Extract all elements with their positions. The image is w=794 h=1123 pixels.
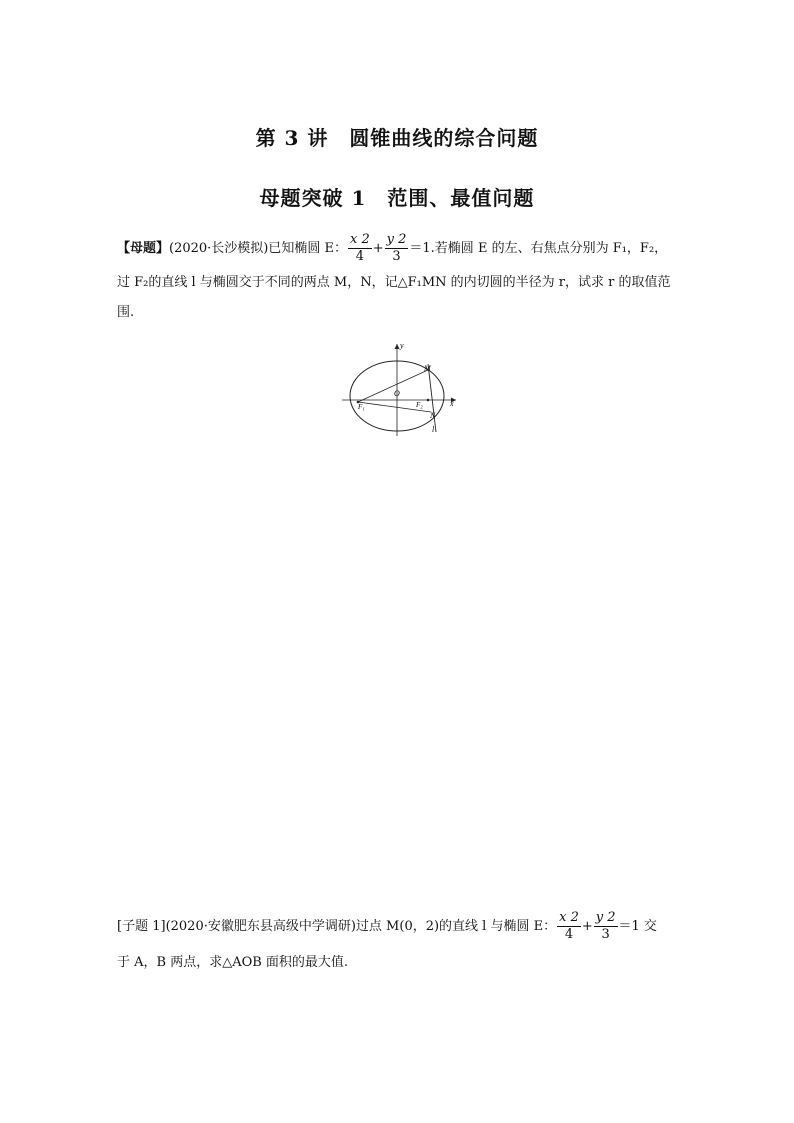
- fraction-denominator: 4: [564, 927, 574, 942]
- fraction-x2-over-4: [348, 232, 372, 265]
- mother-problem-source: (2020·长沙模拟)已知椭圆 E：: [169, 241, 347, 256]
- fraction-numerator: y 2: [595, 910, 616, 925]
- page-title: 第 3 讲 圆锥曲线的综合问题: [255, 126, 539, 150]
- label-O: O: [394, 389, 400, 398]
- mother-problem-line-3: 围.: [117, 305, 135, 320]
- fraction-y2-over-3: [385, 232, 409, 265]
- label-N: N: [430, 411, 436, 420]
- sub-problem-line-2: 于 A，B 两点，求△AOB 面积的最大值.: [117, 955, 349, 970]
- plus-sign: +: [581, 919, 593, 934]
- sub-problem-source: (2020·安徽肥东县高级中学调研)过点 M(0，2)的直线 l 与椭圆 E：: [165, 919, 557, 934]
- mother-problem-text: ＝1.若椭圆 E 的左、右焦点分别为 F₁，F₂，: [409, 241, 668, 256]
- label-x: x: [450, 399, 454, 408]
- segment-F1-M: [358, 370, 428, 402]
- plus-sign: +: [372, 241, 384, 256]
- mother-problem-line-1: [117, 232, 667, 265]
- fraction-numerator: y 2: [386, 232, 407, 247]
- mother-problem-label: 【母题】: [117, 241, 170, 256]
- focus-F2: [427, 399, 430, 402]
- label-l: l: [432, 425, 435, 434]
- fraction-denominator: 3: [392, 249, 401, 264]
- fraction-denominator: 4: [355, 249, 365, 264]
- fraction-denominator: 3: [601, 927, 610, 942]
- fraction-x2-over-4: [557, 910, 581, 943]
- label-F1: F₁: [358, 403, 365, 411]
- ellipse-figure: [340, 340, 460, 440]
- ellipse-diagram: [340, 340, 460, 440]
- sub-problem-line-1: [117, 910, 657, 943]
- section-title: 母题突破 1 范围、最值问题: [259, 186, 535, 210]
- label-M: M: [424, 364, 431, 373]
- label-y: y: [400, 341, 404, 350]
- y-axis-arrow: [395, 344, 400, 349]
- fraction-y2-over-3: [594, 910, 618, 943]
- fraction-numerator: x 2: [559, 910, 579, 925]
- sub-problem-label: [子题 1]: [117, 919, 166, 934]
- fraction-numerator: x 2: [350, 232, 370, 247]
- label-F2: F₂: [416, 401, 423, 409]
- mother-problem-line-2: 过 F₂的直线 l 与椭圆交于不同的两点 M，N，记△F₁MN 的内切圆的半径为 r，试求 r 的取值范: [117, 275, 671, 290]
- sub-problem-text: ＝1 交: [618, 919, 657, 934]
